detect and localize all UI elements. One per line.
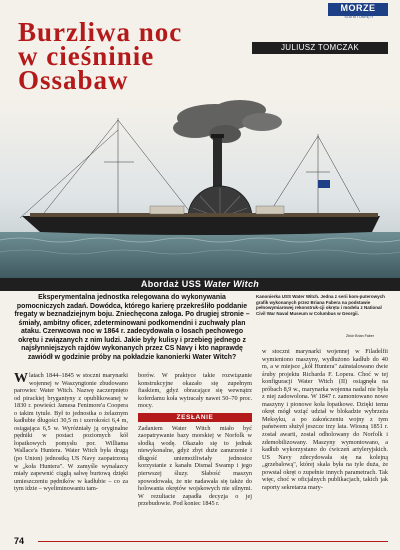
title-line-3: Ossabaw [18,65,129,95]
subtitle-prefix: Abordaż USS [140,279,205,289]
text-column-1 [14,372,128,493]
drop-cap: W [14,371,28,386]
article-title [18,17,258,95]
ship-hull [22,216,380,235]
lead-paragraph: Eksperymentalna jednostka relegowana do wykonywania pomocniczych zadań. Dowódca, którego karierę przekreśliło poddanie fregaty w beznadziejnym boju. Zniechęcona załoga. Po drugiej stronie – śmiały, ambitny oficer, zdeterminowani podkomendni i zuchwały plan ataku. Czerwcowa noc w 1864 r. zadecydowała o losach pechowego okrętu i związanych z nim ludzi. Jakie były kulisy i przebieg jednego z najsłynniejszych rajdów wykonanych przez CS Navy i kto naprawdę zawiódł w godzinie próby na pokładzie kanonierki Water Witch? [14,294,250,361]
text-column-2 [138,372,252,508]
author-byline: JULIUSZ TOMCZAK [252,42,388,54]
column-2-text-a: borów. W praktyce takie rozwiązanie konstrukcyjne okazało się zupełnym fiaskiem, gdyż obracające się wewnątrz koferdamu koła wytracały nawet 50–70 proc. mocy. [138,372,252,410]
footer-rule [38,541,388,542]
magazine-logo: MORZE [328,3,388,16]
magazine-logo-subtitle: STATKI I OKRĘTY [344,15,374,19]
subtitle-ship-name: Water Witch [204,279,260,289]
image-credit: Zbiór Brian Faber [346,334,374,338]
column-2-text-b: Zadaniem Water Witch miało być zaopatrywanie bazy morskiej w Norfolk w słodką wodę. Okazało się to jednak niewykonalne, gdyż zbyt duże zanurzenie i długość uniemożliwiały jednostce korzystanie z kanału Dismal Swamp i jego pierwszej śluzy. Słabość maszyn spowodowała, że nie nadawała się także do holowania okrętów wojskowych nie silnymi. W rezultacie zapadła decyzja o jej przebudowie. Pod koniec 1845 r. [138,424,252,508]
sea [0,232,400,278]
section-heading: ZESŁANIE [138,413,252,422]
ship-illustration [0,100,400,278]
ship-flag [318,180,330,188]
text-column-3: w stoczni marynarki wojennej w Filadelfii wymieniono maszyny, wydłużono kadłub do 40 m, a w miejsce „kół Huntera" zainstalowano dwie śruby projektu Richarda F. Lopera. Choć w tej konfiguracji Water Witch (II) osiągnęła na próbach 8,9 w., marynarka wojenna nadal nie była z niej zadowolona. W 1847 r. zamontowano nowe maszyny i pionowe koła łopatkowe. Dzięki temu okręt mógł wziąć udział w blokadzie wybrzeża Meksyku, a po zakończeniu wojny z tym państwem służył jeszcze trzy lata. Wiosną 1851 r. został awarii, został odholowany do Norfolk i zdemobilizowany. Maszyny wymontowano, a kadłub wykorzystano do ćwiczeń artyleryjskich. US Navy zdecydowała się na kolejną „grzebalową", której skala była na tyle duża, że powstał okręt o zupełnie innych parametrach. Tak więc, choć w oficjalnych publikacjach, takich jak raporty sekretarza mary- [262,348,388,491]
article-subtitle [0,278,400,291]
image-caption: Kanonierka USS Water Witch. Jedna z serii kom-puterowych grafik wykonanych przez Briana Fabera na podstawie pełnowymiarowej rekonstruk-cji okrętu i modelu z National Civil War Naval Museum w Columbus w Georgii. [256,294,385,316]
page-number: 74 [14,536,25,546]
column-1-text: latach 1844–1845 w stoczni marynarki wojennej w Waszyngtonie zbudowano parowiec Water Witch. Nazwę zaczerpnięto od pirackiej brygantyny z opublikowanej w 1830 r. powieści Jamesa Fenimore'a Coopera o takim tytule. Był to jednostka o żelaznym kadłubie długości 30,5 m i szerokości 6,4 m, osiągająca 6,5 w. Wyróżniały ją oryginalne pędniki w postaci poziomych kół łopatkowych pomysłu por. Williama Wallace'a Huntera. Water Witch była drugą (po Union) jednostką US Navy zaopatrzoną w „koła Huntera". W zamyśle wynalazcy miały zapewnić ciągłą salwę burtową dzięki umieszczeniu pędników w kadłubie – co za tym idzie – wyeliminowaniu tam- [14,372,128,493]
title-line-1: Burzliwa noc [18,17,183,47]
title-line-2: w cieśninie [18,41,155,71]
